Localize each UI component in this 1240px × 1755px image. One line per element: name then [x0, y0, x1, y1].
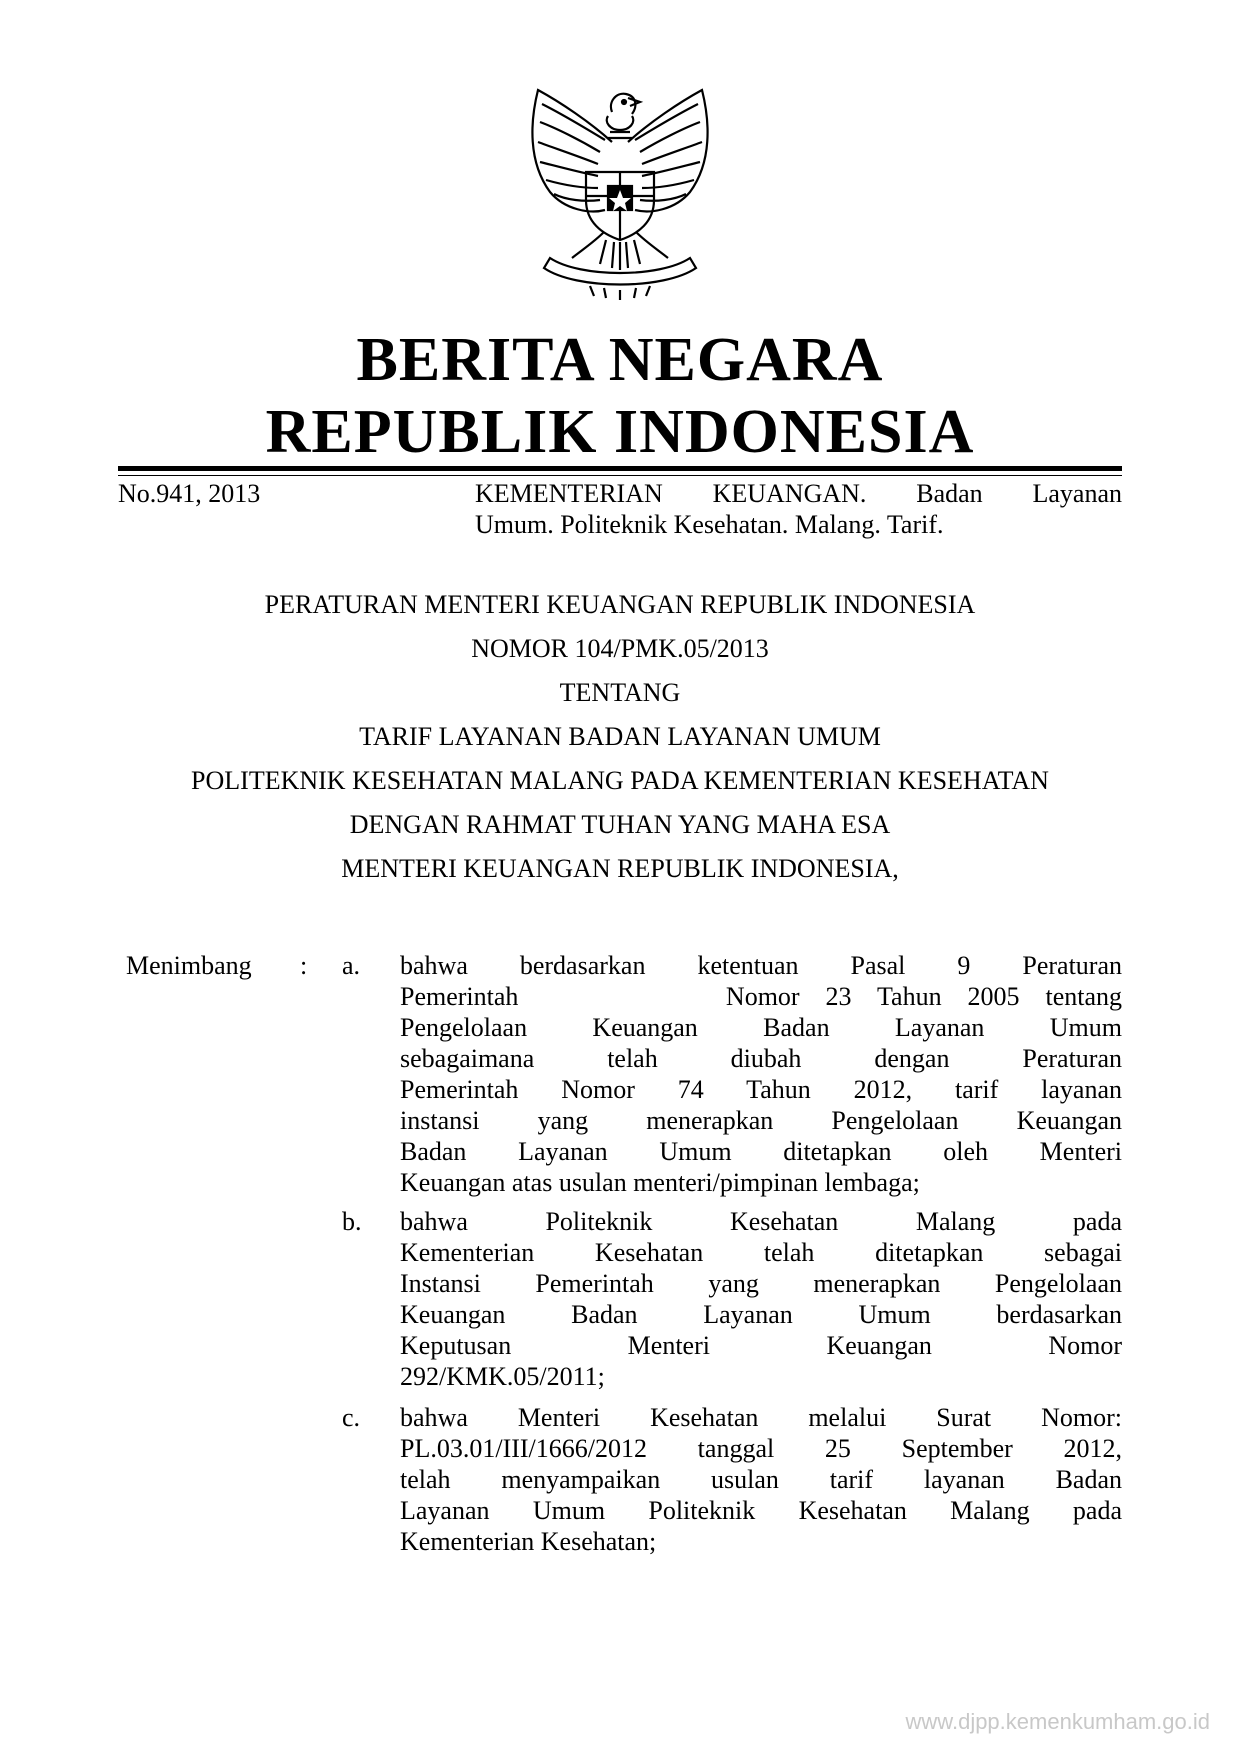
- item-line: bahwa Politeknik Kesehatan Malang pada: [400, 1207, 1122, 1236]
- garuda-emblem: [520, 82, 720, 300]
- item-line: telah menyampaikan usulan tarif layanan Badan: [400, 1465, 1122, 1494]
- item-line: Badan Layanan Umum ditetapkan oleh Menteri: [400, 1137, 1122, 1166]
- regulation-about-label: TENTANG: [559, 678, 681, 707]
- item-letter: a.: [342, 951, 361, 980]
- item-line: Instansi Pemerintah yang menerapkan Pengelolaan: [400, 1269, 1122, 1298]
- header-rule-thick: [118, 466, 1122, 471]
- item-line: Pemerintah Nomor 23 Tahun 2005 tentang: [400, 982, 1122, 1011]
- regulation-subject-line: TARIF LAYANAN BADAN LAYANAN UMUM: [359, 722, 881, 751]
- source-watermark: www.djpp.kemenkumham.go.id: [905, 1709, 1210, 1734]
- item-line: instansi yang menerapkan Pengelolaan Keuangan: [400, 1106, 1122, 1135]
- regulation-heading: [0, 590, 1240, 898]
- item-line: bahwa berdasarkan ketentuan Pasal 9 Peraturan: [400, 951, 1122, 980]
- considerations-colon: :: [300, 951, 308, 980]
- item-line: Keuangan atas usulan menteri/pimpinan lembaga;: [400, 1168, 920, 1197]
- item-line: bahwa Menteri Kesehatan melalui Surat Nomor:: [400, 1403, 1122, 1432]
- regulation-number: NOMOR 104/PMK.05/2013: [471, 634, 769, 663]
- subject-line: Umum. Politeknik Kesehatan. Malang. Tarif.: [475, 510, 944, 539]
- regulation-title: PERATURAN MENTERI KEUANGAN REPUBLIK INDONESIA: [264, 590, 976, 619]
- gazette-title-line1: BERITA NEGARA: [356, 326, 884, 394]
- item-line: PL.03.01/III/1666/2012 tanggal 25 September 2012,: [400, 1434, 1122, 1463]
- item-line: Keputusan Menteri Keuangan Nomor: [400, 1331, 1122, 1360]
- considerations-label: Menimbang: [126, 951, 252, 980]
- consideration-item-c: [400, 1402, 1122, 1557]
- item-line: Pemerintah Nomor 74 Tahun 2012, tarif layanan: [400, 1075, 1122, 1104]
- gazette-title-line2: REPUBLIK INDONESIA: [265, 398, 975, 466]
- item-line: Pengelolaan Keuangan Badan Layanan Umum: [400, 1013, 1122, 1042]
- header-rule-thin: [118, 475, 1122, 476]
- item-line: Layanan Umum Politeknik Kesehatan Malang pada: [400, 1496, 1122, 1525]
- consideration-item-a: [400, 950, 1122, 1198]
- item-line: sebagaimana telah diubah dengan Peraturan: [400, 1044, 1122, 1073]
- gazette-number: No.941, 2013: [118, 479, 261, 508]
- gazette-subject: [475, 478, 1122, 540]
- consideration-item-b: [400, 1206, 1122, 1392]
- item-line: 292/KMK.05/2011;: [400, 1362, 605, 1391]
- item-line: Kementerian Kesehatan telah ditetapkan sebagai: [400, 1238, 1122, 1267]
- item-letter: b.: [342, 1207, 362, 1236]
- regulation-invocation: DENGAN RAHMAT TUHAN YANG MAHA ESA: [349, 810, 891, 839]
- item-letter: c.: [342, 1403, 361, 1432]
- subject-line: KEMENTERIAN KEUANGAN. Badan Layanan: [475, 479, 1122, 508]
- item-line: Keuangan Badan Layanan Umum berdasarkan: [400, 1300, 1122, 1329]
- item-line: Kementerian Kesehatan;: [400, 1527, 657, 1556]
- regulation-subject-line: POLITEKNIK KESEHATAN MALANG PADA KEMENTERIAN KESEHATAN: [191, 766, 1049, 795]
- regulation-issuer: MENTERI KEUANGAN REPUBLIK INDONESIA,: [341, 854, 899, 883]
